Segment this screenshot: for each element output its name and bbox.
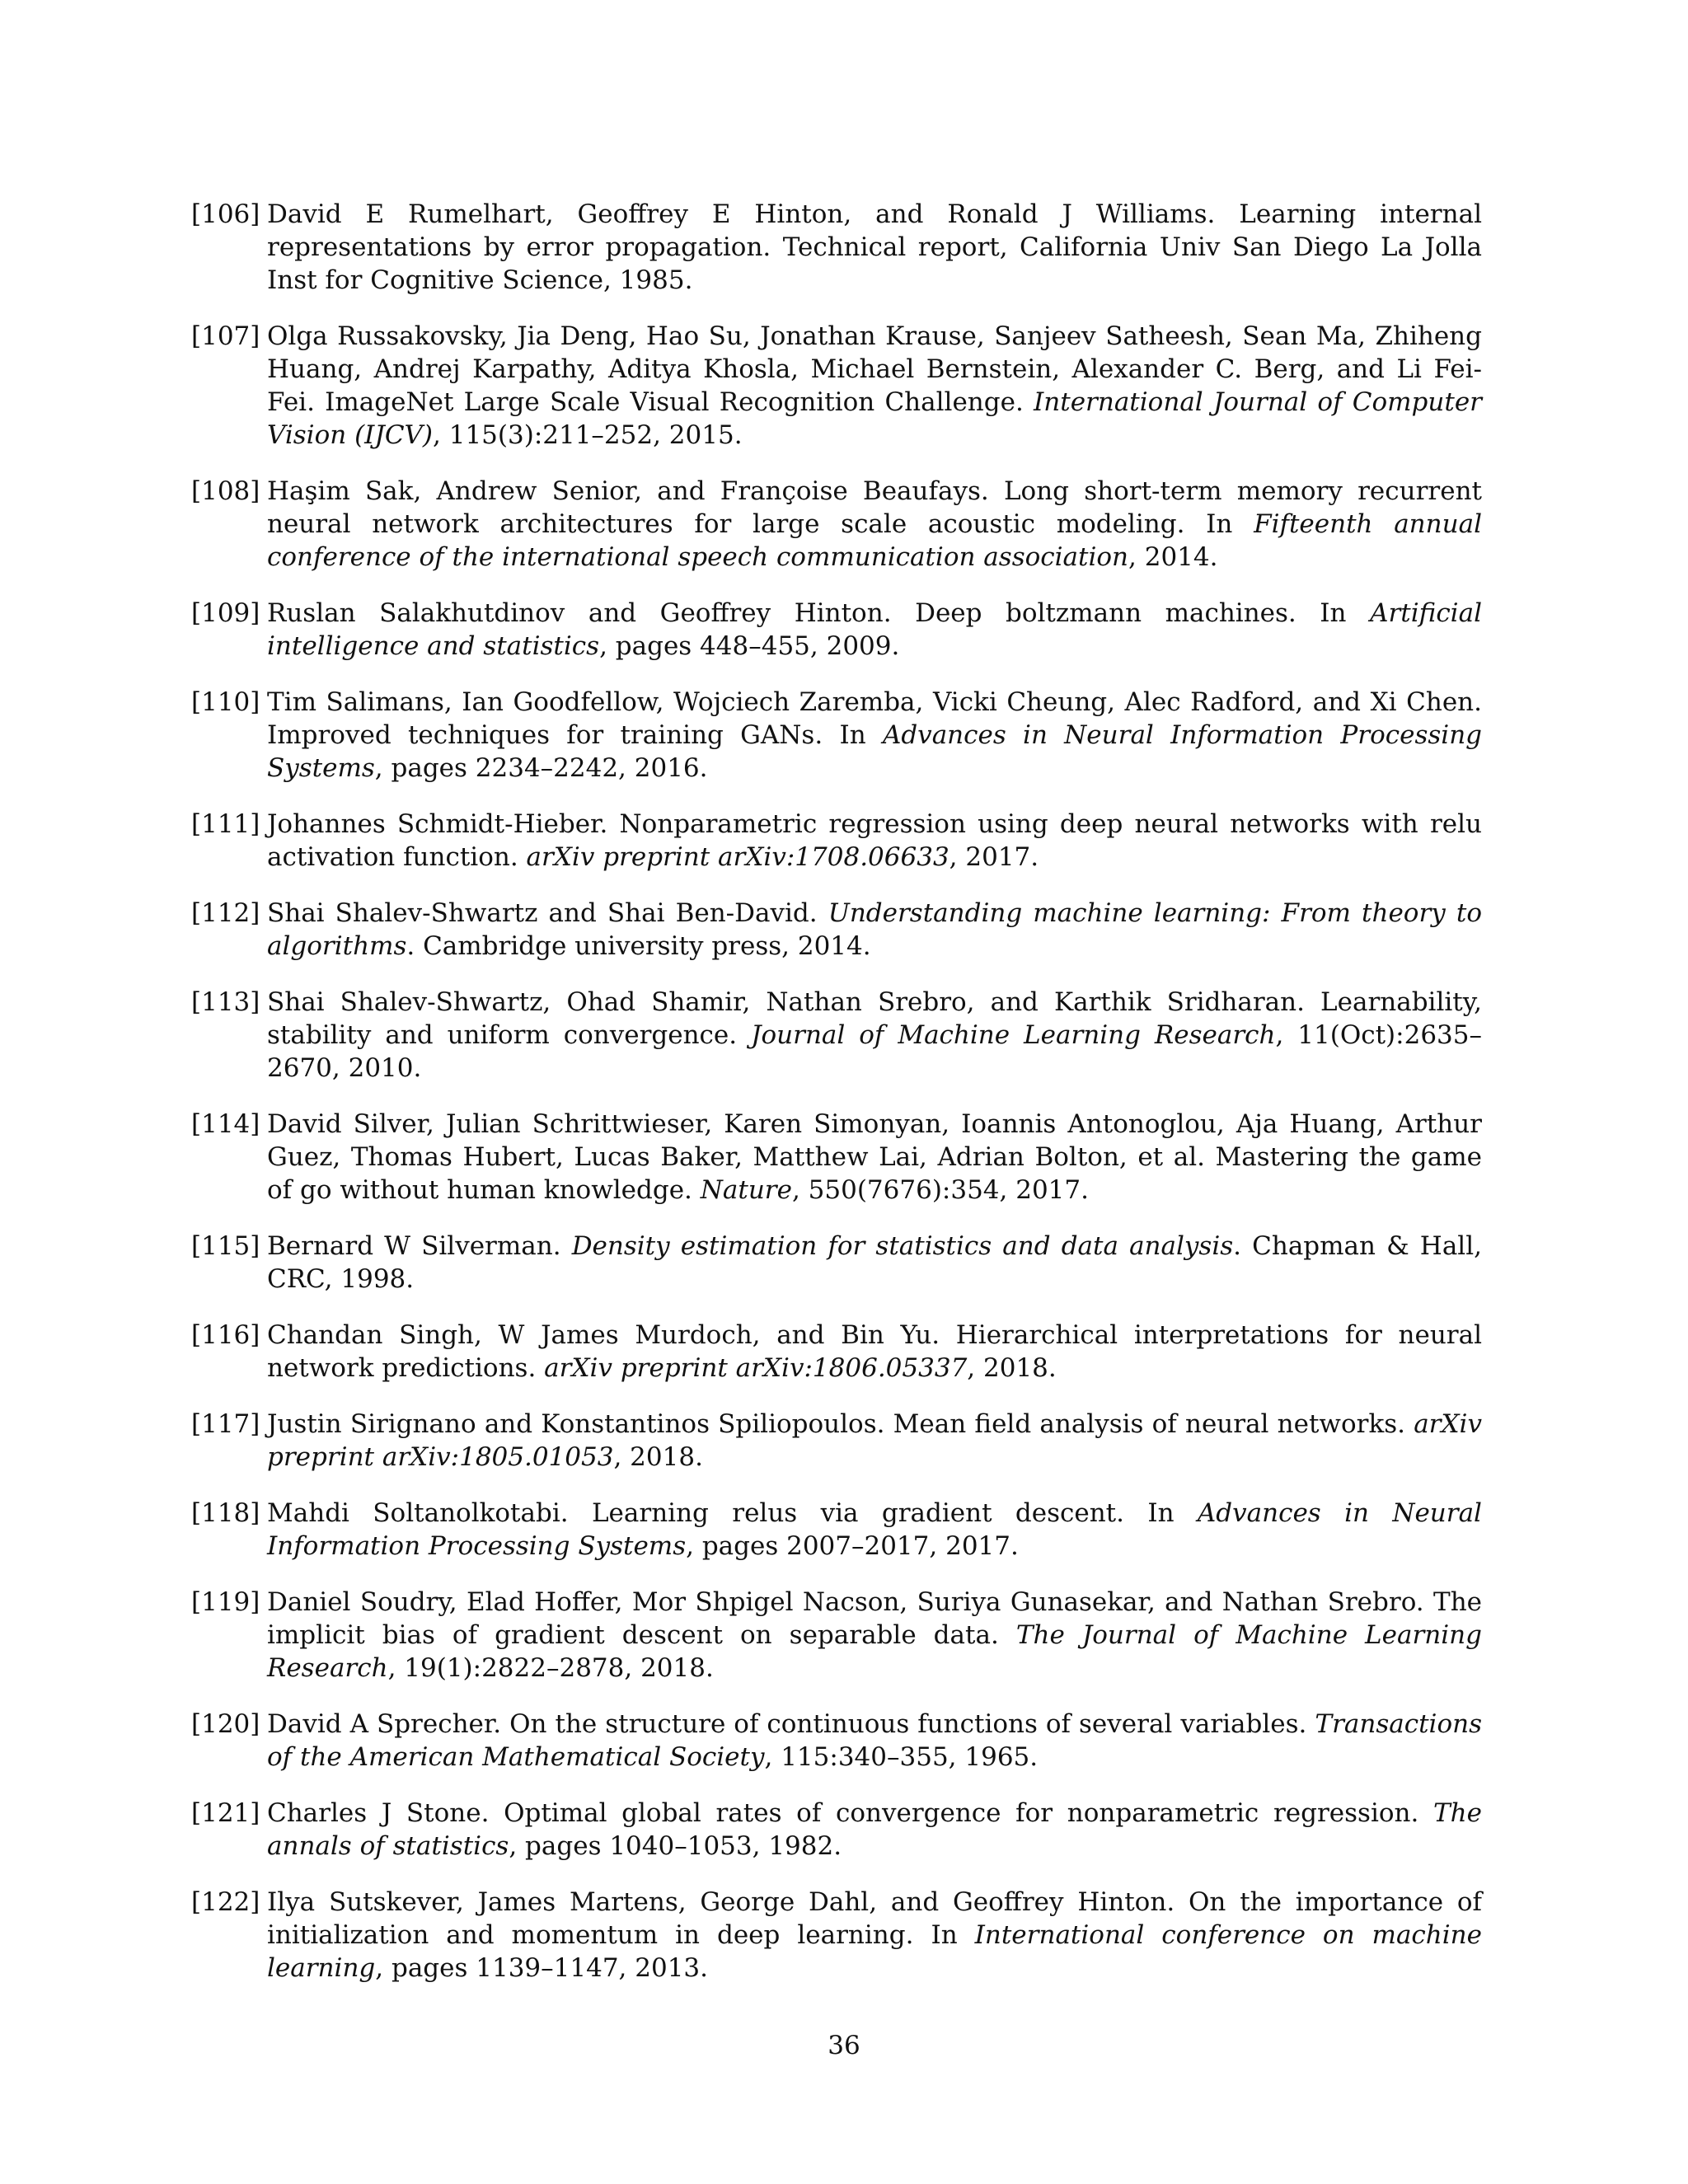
reference-text <box>267 809 1482 872</box>
reference-text <box>267 1587 1482 1683</box>
reference-number: [111] <box>191 809 260 839</box>
text-segment: , 19(1):2822–2878, 2018. <box>387 1653 714 1683</box>
reference-text <box>267 1409 1482 1472</box>
reference-list <box>191 198 1482 2008</box>
reference-text <box>267 199 1482 295</box>
text-segment: . Chapman & Hall, CRC, 1998. <box>267 1231 1482 1294</box>
reference-text <box>267 598 1482 661</box>
text-segment: Shai Shalev-Shwartz, Ohad Shamir, Nathan Srebro, and Karthik Sridharan. Learnability, stability and uniform convergence. <box>267 987 1482 1050</box>
reference-number: [120] <box>191 1709 260 1739</box>
reference-number: [110] <box>191 687 260 717</box>
reference-entry <box>191 808 1482 874</box>
text-segment: . Cambridge university press, 2014. <box>406 931 871 961</box>
text-segment: Johannes Schmidt-Hieber. Nonparametric regression using deep neural networks with relu activation function. <box>267 809 1482 872</box>
reference-number: [114] <box>191 1109 260 1139</box>
reference-entry <box>191 1886 1482 1985</box>
text-segment: Tim Salimans, Ian Goodfellow, Wojciech Zaremba, Vicki Cheung, Alec Radford, and Xi Chen. Improved techniques for training GANs. In <box>267 687 1482 750</box>
reference-entry <box>191 1797 1482 1863</box>
reference-number: [106] <box>191 199 260 229</box>
reference-text <box>267 987 1482 1083</box>
reference-number: [112] <box>191 898 260 928</box>
italic-segment: arXiv preprint arXiv:1805.01053 <box>267 1409 1482 1472</box>
text-segment: , pages 448–455, 2009. <box>599 631 900 661</box>
reference-entry <box>191 1230 1482 1296</box>
reference-number: [122] <box>191 1887 260 1917</box>
reference-entry <box>191 1108 1482 1207</box>
page-number: 36 <box>828 2031 860 2060</box>
reference-entry <box>191 1497 1482 1563</box>
italic-segment: arXiv preprint arXiv:1708.06633 <box>526 842 950 872</box>
text-segment: , 2014. <box>1128 542 1218 572</box>
reference-number: [117] <box>191 1409 260 1439</box>
text-segment: David Silver, Julian Schrittwieser, Karen Simonyan, Ioannis Antonoglou, Aja Huang, Arthur Guez, Thomas Hubert, Lucas Baker, Matthew Lai, Adrian Bolton, et al. Mastering the game of go without human knowledge. <box>267 1109 1482 1205</box>
reference-number: [121] <box>191 1798 260 1828</box>
text-segment: Bernard W Silverman. <box>267 1231 572 1261</box>
text-segment: , pages 1040–1053, 1982. <box>509 1831 842 1861</box>
text-segment: , 550(7676):354, 2017. <box>791 1175 1089 1205</box>
italic-segment: Journal of Machine Learning Research <box>751 1020 1276 1050</box>
italic-segment: Advances in Neural Information Processing Systems <box>267 720 1483 783</box>
text-segment: , 2017. <box>949 842 1039 872</box>
reference-text <box>267 1498 1482 1561</box>
reference-entry <box>191 1586 1482 1685</box>
reference-text <box>267 687 1482 783</box>
reference-entry <box>191 597 1482 663</box>
text-segment: Daniel Soudry, Elad Hoffer, Mor Shpigel Nacson, Suriya Gunasekar, and Nathan Srebro. The implicit bias of gradient descent on separable data. <box>267 1587 1482 1650</box>
text-segment: , 11(Oct):2635–2670, 2010. <box>267 1020 1482 1083</box>
reference-number: [116] <box>191 1320 260 1350</box>
text-segment: , 2018. <box>967 1353 1057 1383</box>
italic-segment: Transactions of the American Mathematical Society <box>267 1709 1482 1772</box>
text-segment: David E Rumelhart, Geoffrey E Hinton, and Ronald J Williams. Learning internal representations by error propagation. Technical report, California Univ San Diego La Jolla Inst for Cognitive Science, 1985. <box>267 199 1482 295</box>
italic-segment: Nature <box>700 1175 792 1205</box>
reference-number: [107] <box>191 321 260 351</box>
reference-number: [113] <box>191 987 260 1017</box>
reference-entry <box>191 1708 1482 1774</box>
text-segment: Mahdi Soltanolkotabi. Learning relus via gradient descent. In <box>267 1498 1198 1528</box>
reference-text <box>267 476 1482 572</box>
text-segment: , pages 1139–1147, 2013. <box>375 1953 708 1983</box>
text-segment: Haşim Sak, Andrew Senior, and Françoise Beaufays. Long short-term memory recurrent neural network architectures for large scale acoustic modeling. In <box>267 476 1482 539</box>
text-segment: , 2018. <box>613 1442 703 1472</box>
text-segment: Ruslan Salakhutdinov and Geoffrey Hinton. Deep boltzmann machines. In <box>267 598 1371 628</box>
reference-entry <box>191 320 1482 452</box>
text-segment: Chandan Singh, W James Murdoch, and Bin Yu. Hierarchical interpretations for neural network predictions. <box>267 1320 1482 1383</box>
reference-number: [109] <box>191 598 260 628</box>
text-segment: Olga Russakovsky, Jia Deng, Hao Su, Jonathan Krause, Sanjeev Satheesh, Sean Ma, Zhiheng Huang, Andrej Karpathy, Aditya Khosla, Michael Bernstein, Alexander C. Berg, and Li Fei-Fei. ImageNet Large Scale Visual Recognition Challenge. <box>267 321 1482 417</box>
reference-number: [118] <box>191 1498 260 1528</box>
text-segment: , pages 2234–2242, 2016. <box>374 753 708 783</box>
reference-text <box>267 1109 1482 1205</box>
text-segment: Shai Shalev-Shwartz and Shai Ben-David. <box>267 898 828 928</box>
italic-segment: Artificial intelligence and statistics <box>267 598 1482 661</box>
italic-segment: arXiv preprint arXiv:1806.05337 <box>544 1353 968 1383</box>
reference-text <box>267 1887 1482 1983</box>
italic-segment: International conference on machine learning <box>267 1920 1482 1983</box>
text-segment: , 115(3):211–252, 2015. <box>433 420 743 450</box>
italic-segment: Advances in Neural Information Processing Systems <box>267 1498 1482 1561</box>
reference-entry <box>191 1408 1482 1474</box>
reference-entry <box>191 686 1482 785</box>
italic-segment: The annals of statistics <box>267 1798 1482 1861</box>
reference-entry <box>191 986 1482 1085</box>
italic-segment: The Journal of Machine Learning Research <box>267 1620 1482 1683</box>
reference-entry <box>191 1319 1482 1385</box>
reference-text <box>267 321 1482 450</box>
text-segment: , pages 2007–2017, 2017. <box>686 1531 1019 1561</box>
reference-number: [115] <box>191 1231 260 1261</box>
reference-number: [108] <box>191 476 260 506</box>
reference-text <box>267 898 1482 961</box>
reference-text <box>267 1709 1482 1772</box>
text-segment: David A Sprecher. On the structure of continuous functions of several variables. <box>267 1709 1315 1739</box>
text-segment: Charles J Stone. Optimal global rates of convergence for nonparametric regression. <box>267 1798 1433 1828</box>
reference-entry <box>191 198 1482 297</box>
reference-text <box>267 1798 1482 1861</box>
reference-text <box>267 1320 1482 1383</box>
reference-entry <box>191 897 1482 963</box>
reference-number: [119] <box>191 1587 260 1617</box>
reference-entry <box>191 475 1482 574</box>
italic-segment: International Journal of Computer Vision (IJCV) <box>267 387 1482 450</box>
text-segment: , 115:340–355, 1965. <box>764 1742 1039 1772</box>
italic-segment: Understanding machine learning: From theory to algorithms <box>267 898 1482 961</box>
reference-text <box>267 1231 1482 1294</box>
italic-segment: Density estimation for statistics and data analysis <box>571 1231 1234 1261</box>
text-segment: Justin Sirignano and Konstantinos Spiliopoulos. Mean field analysis of neural networks. <box>267 1409 1414 1439</box>
italic-segment: Fifteenth annual conference of the international speech communication association <box>267 509 1482 572</box>
text-segment: Ilya Sutskever, James Martens, George Dahl, and Geoffrey Hinton. On the importance of initialization and momentum in deep learning. In <box>267 1887 1482 1950</box>
